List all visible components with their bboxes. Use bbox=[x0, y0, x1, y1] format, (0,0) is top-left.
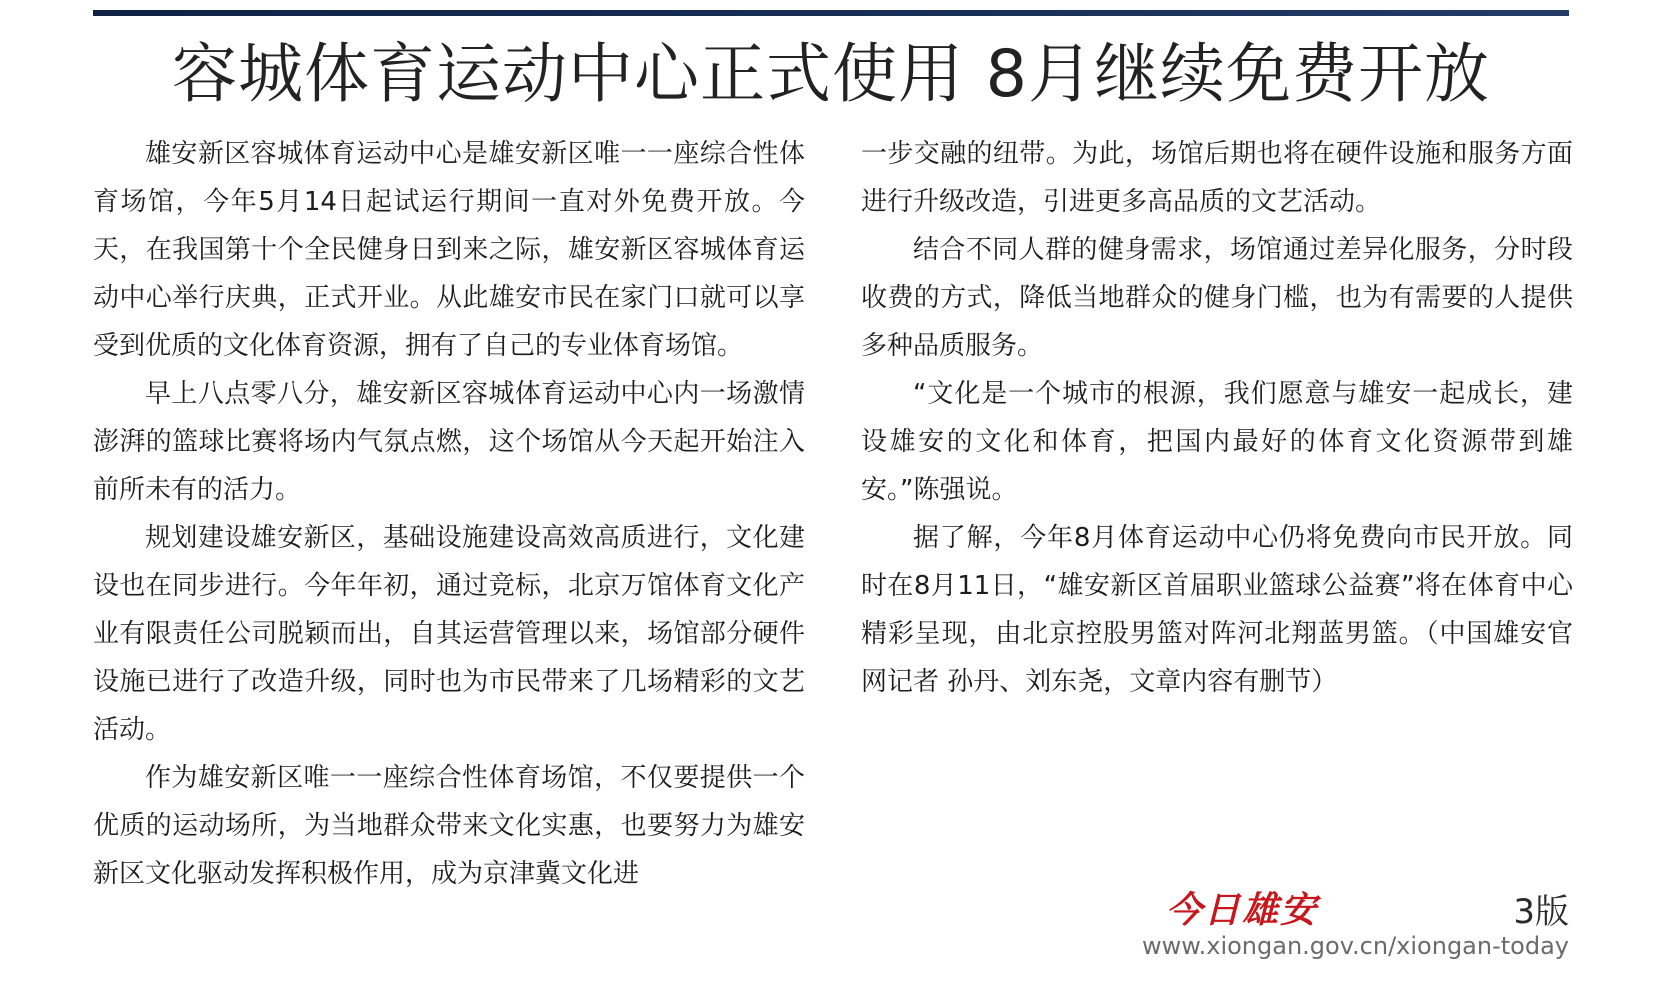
paragraph: 早上八点零八分，雄安新区容城体育运动中心内一场激情澎湃的篮球比赛将场内气氛点燃，这个场馆从今天起开始注入前所未有的活力。 bbox=[93, 379, 805, 505]
paragraph: 结合不同人群的健身需求，场馆通过差异化服务，分时段收费的方式，降低当地群众的健身门槛，也为有需要的人提供多种品质服务。 bbox=[861, 235, 1573, 361]
paragraph: 规划建设雄安新区，基础设施建设高效高质进行，文化建设也在同步进行。今年年初，通过竞标，北京万馆体育文化产业有限责任公司脱颖而出，自其运营管理以来，场馆部分硬件设施已进行了改造升级，同时也为市民带来了几场精彩的文艺活动。 bbox=[93, 523, 805, 745]
paragraph: 据了解，今年8月体育运动中心仍将免费向市民开放。同时在8月11日，“雄安新区首届职业篮球公益赛”将在体育中心精彩呈现，由北京控股男篮对阵河北翔蓝男篮。（中国雄安官网记者 孙丹、刘东尧，文章内容有删节） bbox=[861, 523, 1573, 697]
publication-logo: 今日雄安 bbox=[1166, 889, 1319, 931]
paragraph: 作为雄安新区唯一一座综合性体育场馆，不仅要提供一个优质的运动场所，为当地群众带来文化实惠，也要努力为雄安新区文化驱动发挥积极作用，成为京津冀文化进 bbox=[93, 763, 805, 889]
article-column-right bbox=[861, 130, 1573, 706]
paragraph: 雄安新区容城体育运动中心是雄安新区唯一一座综合性体育场馆，今年5月14日起试运行期间一直对外免费开放。今天，在我国第十个全民健身日到来之际，雄安新区容城体育运动中心举行庆典，正式开业。从此雄安市民在家门口就可以享受到优质的文化体育资源，拥有了自己的专业体育场馆。 bbox=[93, 139, 805, 361]
source-url[interactable]: www.xiongan.gov.cn/xiongan-today bbox=[1141, 932, 1569, 960]
paragraph: “文化是一个城市的根源，我们愿意与雄安一起成长，建设雄安的文化和体育，把国内最好的体育文化资源带到雄安。”陈强说。 bbox=[861, 379, 1573, 505]
headline: 容城体育运动中心正式使用 8月继续免费开放 bbox=[171, 37, 1491, 112]
article-column-left bbox=[93, 130, 805, 898]
paragraph-continuation: 一步交融的纽带。为此，场馆后期也将在硬件设施和服务方面进行升级改造，引进更多高品质的文艺活动。 bbox=[861, 139, 1573, 217]
top-rule bbox=[93, 10, 1569, 16]
page-number: 3版 bbox=[1513, 892, 1569, 932]
